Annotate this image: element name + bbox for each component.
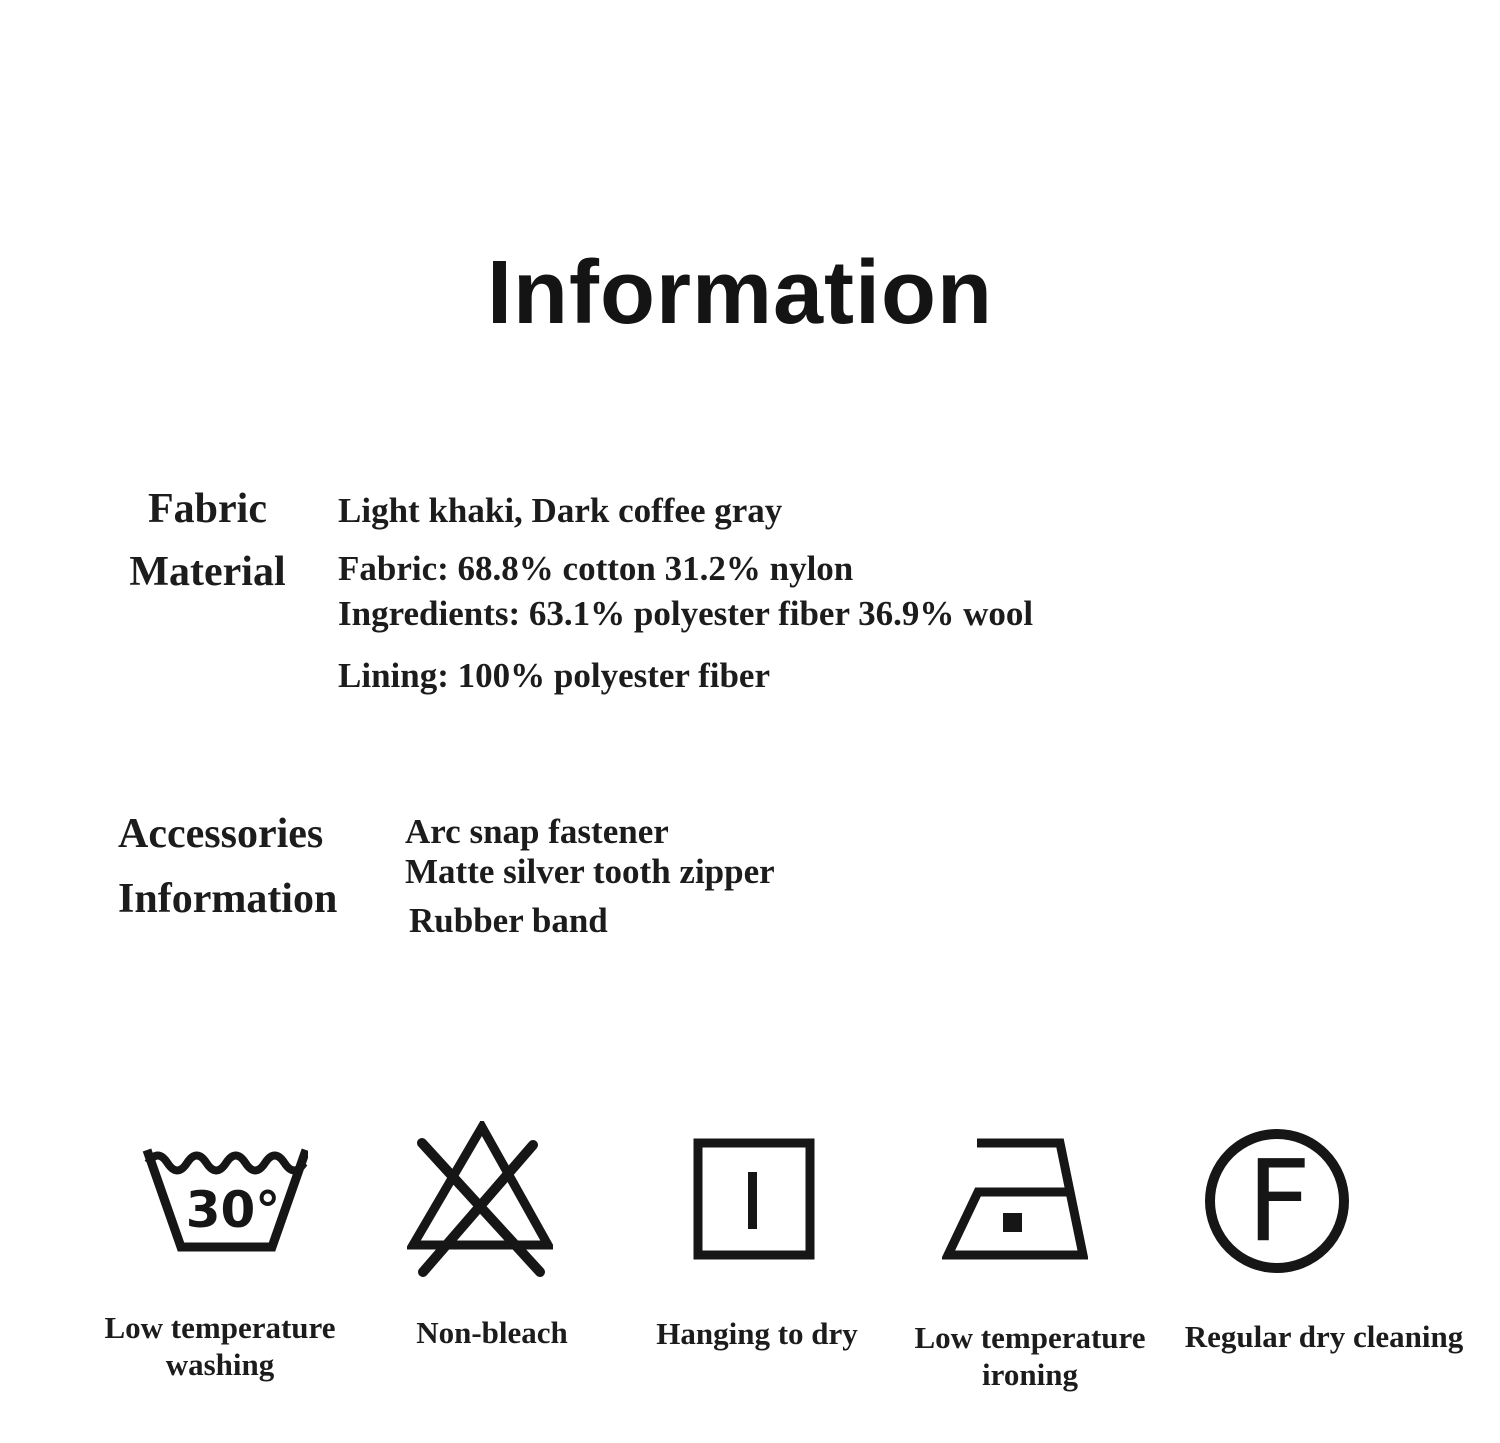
care-label-ironing-line1: Low temperature	[914, 1320, 1146, 1355]
hang-dry-icon	[693, 1138, 815, 1260]
fabric-section-label-line2: Material	[129, 549, 286, 595]
fabric-section-label-line1: Fabric	[148, 486, 267, 532]
fabric-value-colors: Light khaki, Dark coffee gray	[338, 491, 783, 530]
page-title: Information	[487, 243, 993, 343]
care-label-ironing-line2: ironing	[982, 1357, 1078, 1392]
accessory-value-snap: Arc snap fastener	[405, 812, 669, 851]
dry-vertical-bar	[748, 1172, 757, 1229]
dry-clean-letter: F	[1246, 1137, 1312, 1267]
fabric-value-ingredients: Ingredients: 63.1% polyester fiber 36.9% wool	[338, 594, 1034, 633]
care-label-dry-clean: Regular dry cleaning	[1184, 1319, 1464, 1354]
fabric-value-fabric: Fabric: 68.8% cotton 31.2% nylon	[338, 549, 854, 588]
care-label-hang-dry: Hanging to dry	[656, 1316, 858, 1351]
care-label-washing-line2: washing	[165, 1347, 275, 1382]
iron-outline	[948, 1143, 1083, 1255]
dry-clean-circle-f-icon	[1202, 1126, 1352, 1276]
fabric-value-lining: Lining: 100% polyester fiber	[338, 656, 770, 695]
accessories-section-label-line1: Accessories	[118, 811, 324, 857]
accessory-value-rubber: Rubber band	[409, 901, 608, 940]
care-label-ironing	[880, 1319, 1180, 1393]
non-bleach-icon	[407, 1121, 553, 1277]
wash-tub-water-wave	[148, 1156, 304, 1171]
care-label-non-bleach: Non-bleach	[416, 1315, 568, 1350]
iron-one-dot-icon	[942, 1138, 1088, 1260]
wash-tub-30-icon	[142, 1145, 308, 1253]
care-label-washing-line1: Low temperature	[104, 1310, 336, 1345]
wash-temperature-text: 30°	[185, 1181, 281, 1239]
accessory-value-zipper: Matte silver tooth zipper	[405, 852, 775, 891]
iron-temperature-dot	[1003, 1213, 1022, 1232]
accessories-section-label-line2: Information	[118, 876, 338, 922]
